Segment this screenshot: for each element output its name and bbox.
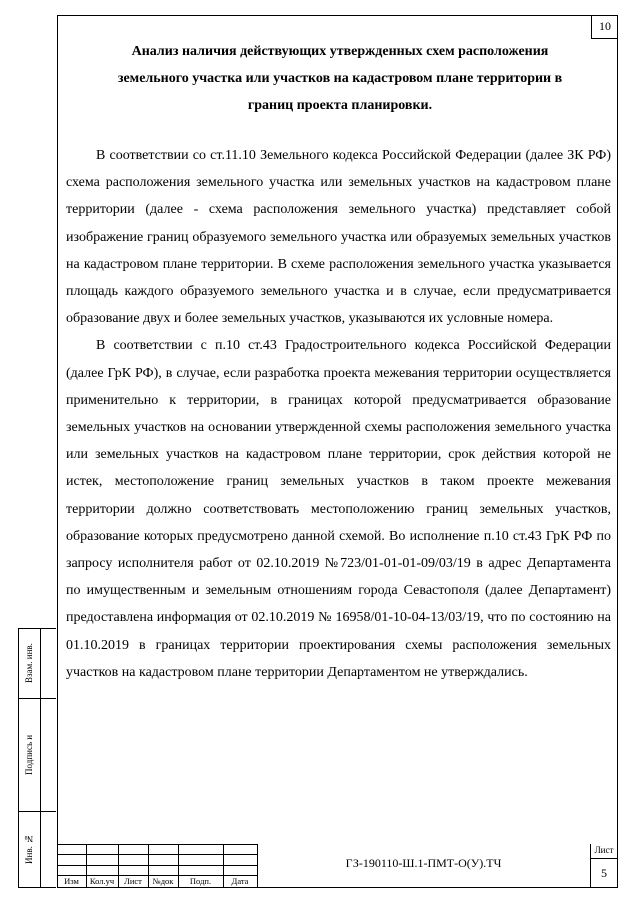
side-label-vzam: Взам. инв. (24, 643, 34, 683)
stamp-line (57, 865, 257, 866)
page-number: 10 (591, 15, 618, 39)
paragraph-1: В соответствии со ст.11.10 Земельного кодекса Российской Федерации (далее ЗК РФ) схема расположения земельного участка или земельных участков на кадастровом плане территории (далее - схема расположения земельного участка) представляет собой изображение границ образуемого земельного участка или образуемых земельных участков на кадастровом плане территории. В схеме расположения земельного участка указывается площадь каждого образуемого земельного участка и в случае, если предусматривается образование двух и более земельных участков, указываются их условные номера. (66, 148, 611, 327)
paragraph-2: В соответствии с п.10 ст.43 Градостроительного кодекса Российской Федерации (далее ГрК РФ), в случае, если разработка проекта межевания территории осуществляется применительно к территории, в границах которой предусматривается образование земельных участков на основании утвержденной схемы расположения земельного участка или земельных участков на кадастровом плане территории, срок действия которой не истек, местоположение границ земельных участков в таком проекте межевания территории должно соответствовать местоположению границ земельных участков, образование которых предусмотрено данной схемой. Во исполнение п.10 ст.43 ГрК РФ по запросу исполнителя работ от 02.10.2019 №723/01-01-01-09/03/19 в адрес Департамента по имущественным и земельным отношениям города Севастополя (далее Департамент) предоставлена информация от 02.10.2019 № 16958/01-10-04-13/03/19, что по состоянию на 01.10.2019 в границах территории проектирования схемы расположения земельных участков на кадастровом плане территории Департаментом не утверждались. (66, 338, 611, 680)
document-code: ГЗ-190110-Ш.1-ПМТ-О(У).ТЧ (345, 856, 502, 870)
title-line-2: земельного участка или участков на кадастровом плане территории в (117, 71, 563, 86)
stamp-col-koluch: Кол.уч (89, 876, 115, 886)
stamp-col-data: Дата (231, 876, 249, 886)
sheet-label: Лист (594, 845, 614, 855)
stamp-col-izm: Изм (64, 876, 79, 886)
sheet-number: 5 (601, 866, 607, 880)
stamp-line (590, 858, 618, 859)
stamp-col-podp: Подп. (189, 876, 212, 886)
title-line-3: границ проекта планировки. (247, 98, 433, 113)
side-row-line (18, 887, 56, 888)
side-label-podpis: Подпись и (24, 734, 34, 775)
stamp-line (57, 844, 257, 845)
title-block (57, 844, 618, 888)
side-border-mid (40, 628, 41, 888)
side-label-inv: Инв. № (24, 833, 34, 865)
stamp-line (57, 854, 257, 855)
stamp-col-ndok: №док (152, 876, 174, 886)
stamp-col-list: Лист (124, 876, 142, 886)
title-line-1: Анализ наличия действующих утвержденных схем расположения (131, 44, 549, 59)
side-approval-strip (18, 628, 56, 888)
document-body (66, 142, 611, 686)
document-title (70, 38, 610, 119)
